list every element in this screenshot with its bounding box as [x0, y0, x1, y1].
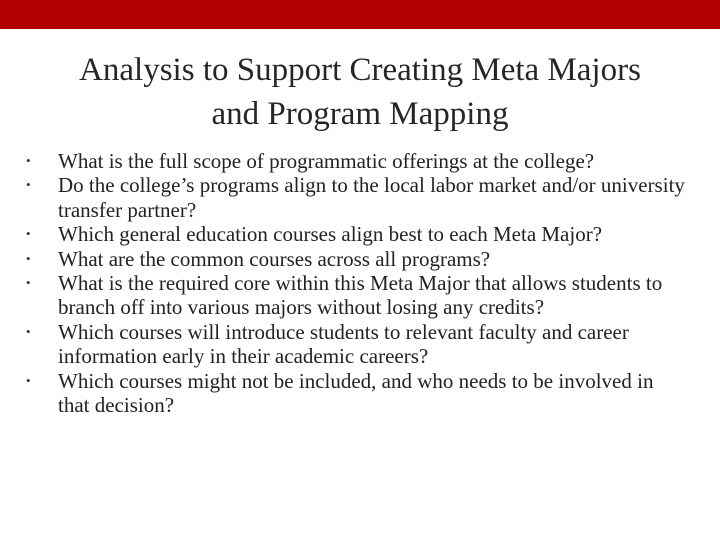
list-item — [26, 369, 686, 418]
slide-title — [30, 48, 690, 136]
bullet-icon: • — [26, 250, 31, 266]
list-item — [26, 173, 686, 222]
list-item — [26, 222, 686, 246]
title-line: and Program Mapping — [211, 96, 509, 132]
bullet-text: What is the required core within this Meta Major that allows students to branch off into various majors without losing any credits? — [58, 271, 663, 320]
list-item — [26, 149, 686, 173]
bullet-icon: • — [26, 177, 31, 193]
bullet-text: Which courses might not be included, and who needs to be involved in that decision? — [58, 368, 654, 418]
bullet-text: Do the college’s programs align to the local labor market and/or university transfer partner? — [58, 173, 685, 222]
bullet-icon: • — [26, 226, 31, 242]
bullet-icon: • — [26, 153, 31, 168]
bullet-icon: • — [26, 275, 31, 291]
question-list — [26, 149, 686, 417]
list-item — [26, 247, 686, 271]
bullet-text: Which courses will introduce students to relevant faculty and career information early in their academic careers? — [58, 319, 629, 369]
list-item — [26, 320, 686, 369]
list-item — [26, 271, 686, 320]
top-accent-band — [0, 0, 720, 29]
bullet-text: Which general education courses align best to each Meta Major? — [58, 222, 603, 247]
bullet-icon: • — [26, 323, 31, 339]
bullet-text: What is the full scope of programmatic offerings at the college? — [58, 149, 595, 173]
bullet-text: What are the common courses across all programs? — [58, 246, 491, 271]
title-line: Analysis to Support Creating Meta Majors — [79, 52, 641, 88]
bullet-icon: • — [26, 372, 31, 388]
